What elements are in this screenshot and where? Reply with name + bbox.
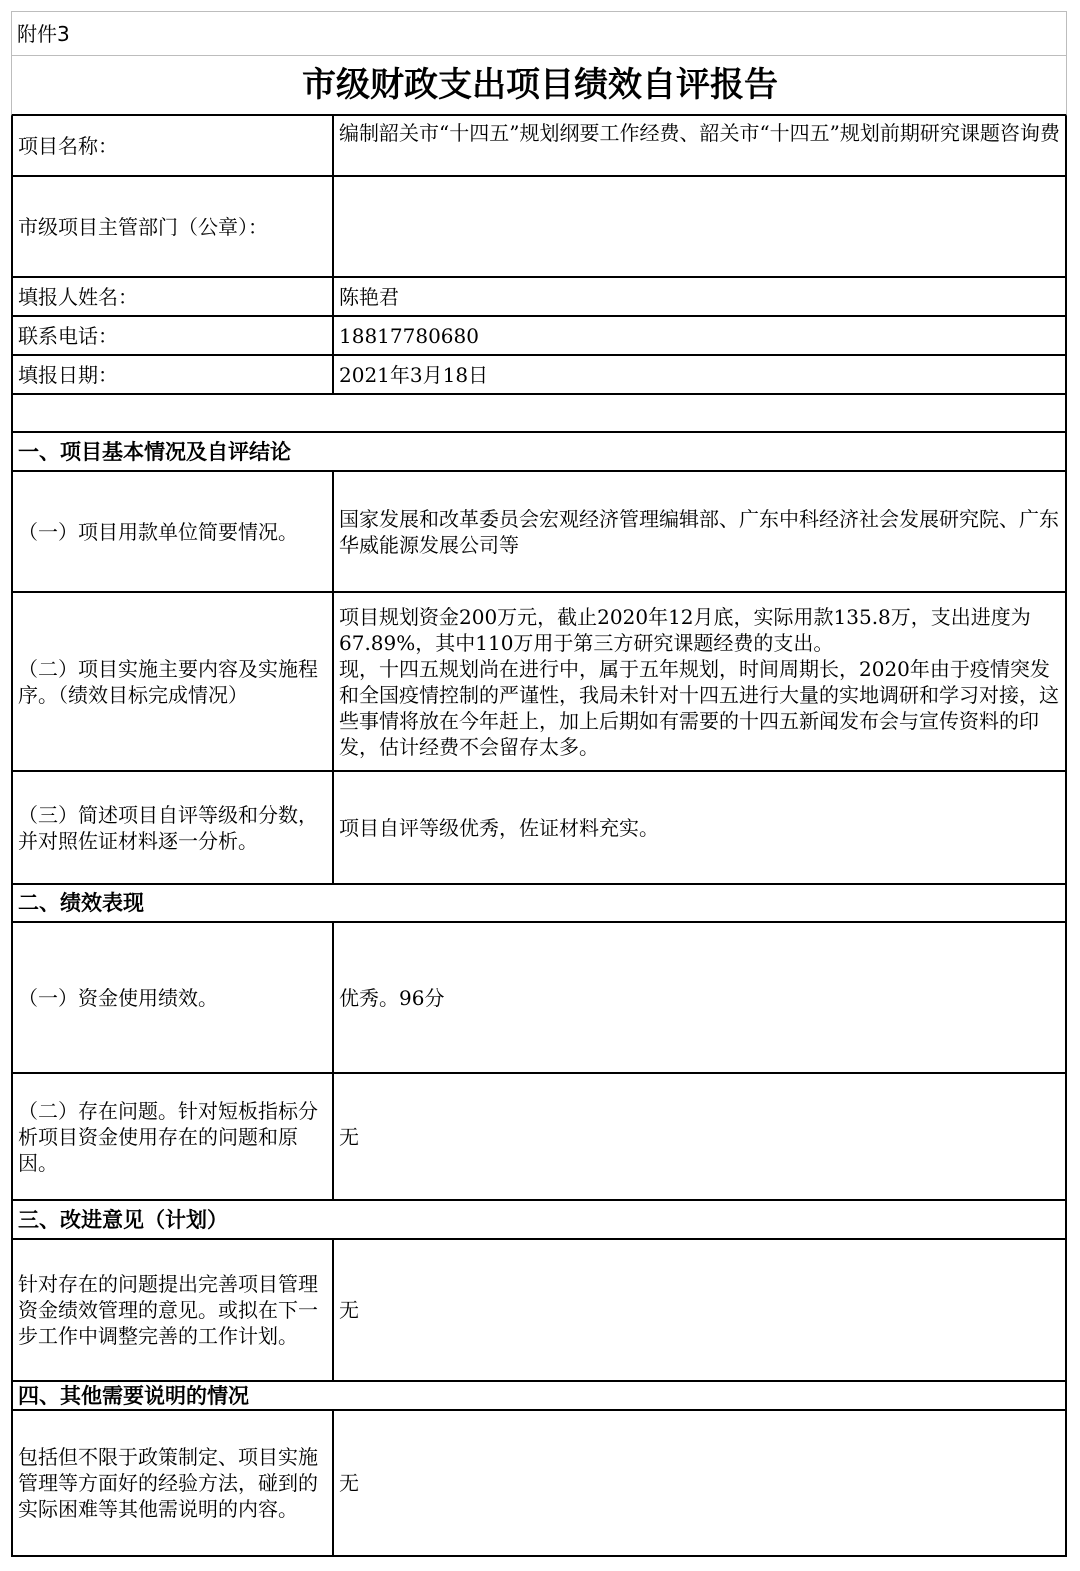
section1-item1-row (11, 472, 1067, 593)
section2-item1-label: （一）资金使用绩效。 (18, 985, 218, 1010)
department-label: 市级项目主管部门（公章）： (18, 214, 268, 239)
section1-item2-paragraph1: 项目规划资金200万元，截止2020年12月底，实际用款135.8万，支出进度为67.89%，其中110万用于第三方研究课题经费的支出。 (339, 604, 1031, 655)
section2-item1-row (11, 923, 1067, 1074)
section3-heading: 三、改进意见（计划） (18, 1207, 228, 1232)
section3-item1-row (11, 1240, 1067, 1382)
section4-heading: 四、其他需要说明的情况 (18, 1383, 249, 1408)
section4-item1-label: 包括但不限于政策制定、项目实施管理等方面好的经验方法，碰到的实际困难等其他需说明的内容。 (18, 1445, 318, 1521)
attachment-label: 附件3 (17, 21, 70, 46)
phone-label: 联系电话： (18, 323, 118, 348)
department-row (11, 177, 1067, 278)
section2-item2-row (11, 1074, 1067, 1201)
date-value: 2021年3月18日 (332, 356, 1069, 393)
phone-value: 18817780680 (332, 317, 1069, 354)
blank-row (11, 395, 1067, 433)
date-label: 填报日期： (18, 362, 118, 387)
section1-item2-value (332, 593, 1069, 770)
project-name-label: 项目名称： (18, 133, 118, 158)
section3-item1-label: 针对存在的问题提出完善项目管理资金绩效管理的意见。或拟在下一步工作中调整完善的工作计划。 (18, 1272, 318, 1348)
filler-name-row (11, 278, 1067, 317)
section1-heading-row (11, 433, 1067, 472)
filler-name-value: 陈艳君 (332, 278, 1069, 315)
section1-item3-value: 项目自评等级优秀，佐证材料充实。 (332, 772, 1069, 883)
department-value (332, 177, 1069, 276)
section1-item1-label: （一）项目用款单位简要情况。 (18, 519, 298, 544)
section3-item1-value: 无 (332, 1240, 1069, 1380)
section4-item1-value: 无 (332, 1411, 1069, 1555)
section2-item1-value: 优秀。96分 (332, 923, 1069, 1072)
section4-item1-row (11, 1411, 1067, 1557)
section1-item2-row (11, 593, 1067, 772)
section3-heading-row (11, 1201, 1067, 1240)
project-name-value: 编制韶关市“十四五”规划纲要工作经费、韶关市“十四五”规划前期研究课题咨询费 (332, 116, 1069, 175)
section1-item1-value: 国家发展和改革委员会宏观经济管理编辑部、广东中科经济社会发展研究院、广东华威能源发展公司等 (332, 472, 1069, 591)
section1-item3-row (11, 772, 1067, 885)
section2-item2-value: 无 (332, 1074, 1069, 1199)
phone-row (11, 317, 1067, 356)
project-name-row (11, 116, 1067, 177)
attachment-row (11, 11, 1067, 56)
section1-item2-paragraph2: 现，十四五规划尚在进行中，属于五年规划，时间周期长，2020年由于疫情突发和全国疫情控制的严谨性，我局未针对十四五进行大量的实地调研和学习对接，这些事情将放在今年赶上，加上后期如有需要的十四五新闻发布会与宣传资料的印发，估计经费不会留存太多。 (339, 656, 1059, 759)
section4-heading-row (11, 1382, 1067, 1411)
filler-name-label: 填报人姓名： (18, 284, 138, 309)
section1-item3-label: （三）简述项目自评等级和分数，并对照佐证材料逐一分析。 (18, 802, 318, 853)
section1-heading: 一、项目基本情况及自评结论 (18, 439, 291, 464)
section2-heading: 二、绩效表现 (18, 891, 144, 915)
section1-item2-label: （二）项目实施主要内容及实施程序。（绩效目标完成情况） (18, 656, 318, 707)
page-title: 市级财政支出项目绩效自评报告 (302, 65, 778, 105)
date-row (11, 356, 1067, 395)
section2-heading-row (11, 885, 1067, 923)
title-row (11, 56, 1067, 116)
section2-item2-label: （二）存在问题。针对短板指标分析项目资金使用存在的问题和原因。 (18, 1098, 318, 1175)
